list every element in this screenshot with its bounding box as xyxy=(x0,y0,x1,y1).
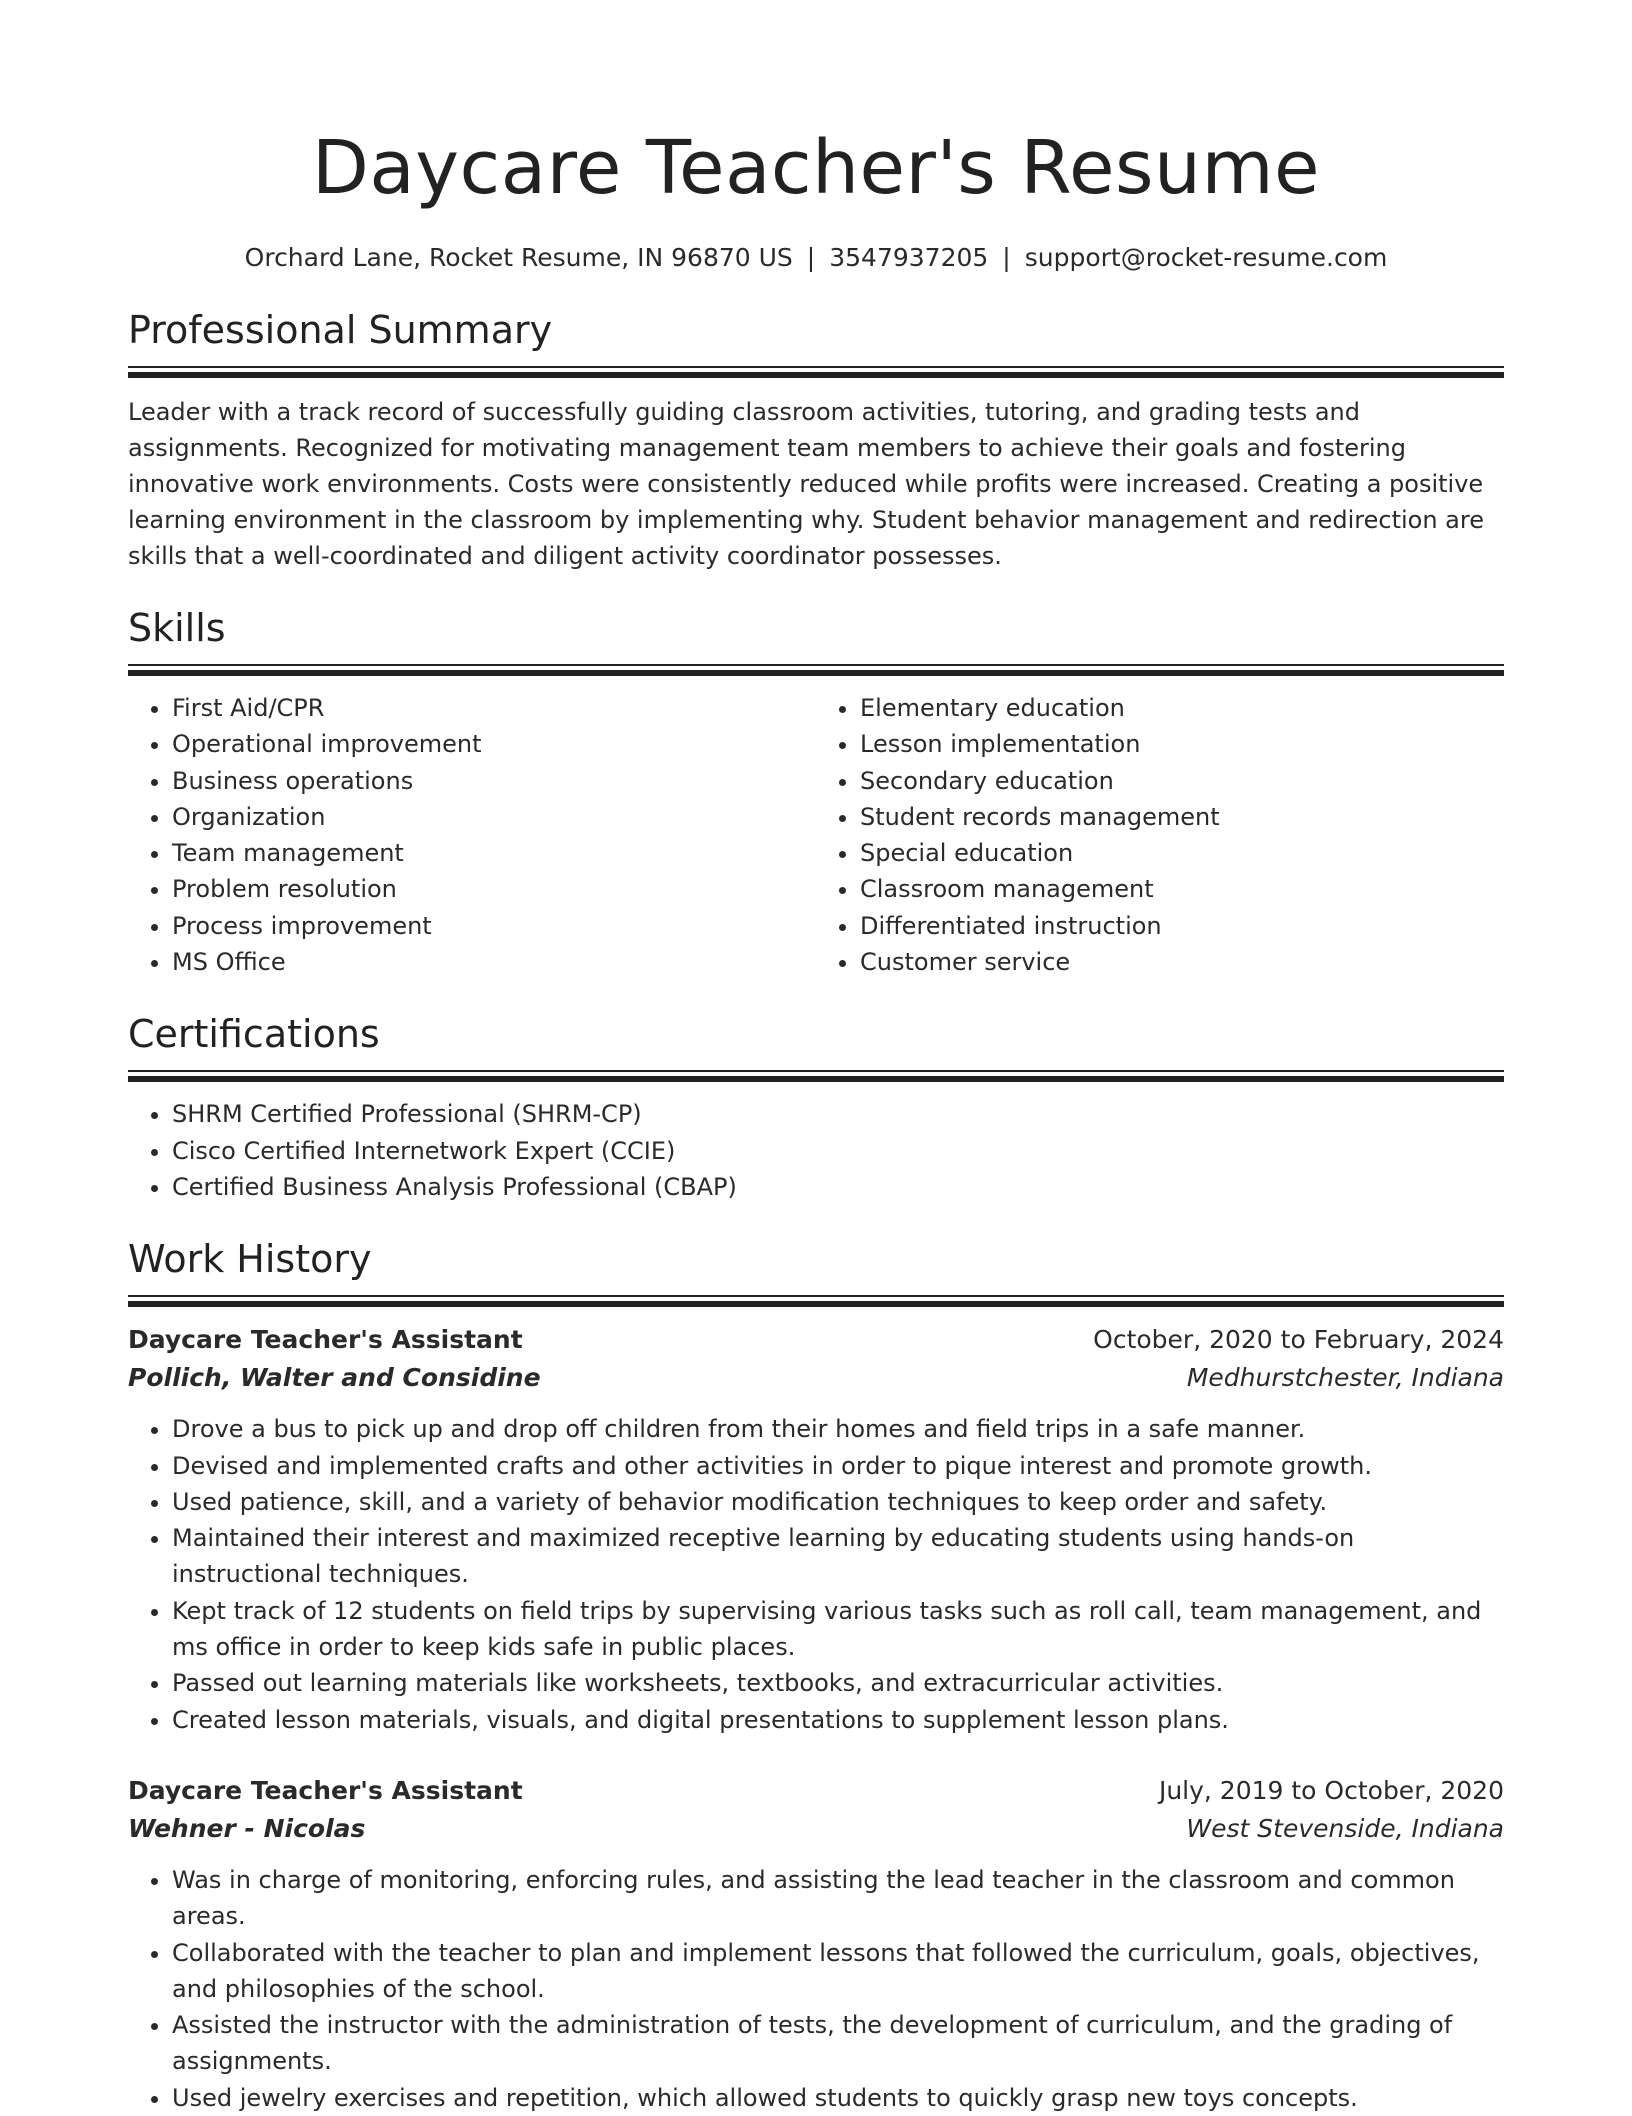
skill-item: • Classroom management xyxy=(860,871,1504,907)
skill-item: • Student records management xyxy=(860,799,1504,835)
skill-item: • Special education xyxy=(860,835,1504,871)
skill-item: • MS Office xyxy=(172,944,816,980)
skill-item: • Problem resolution xyxy=(172,871,816,907)
skill-item: • Team management xyxy=(172,835,816,871)
certifications-section xyxy=(128,1008,1504,1205)
certifications-list xyxy=(128,1096,1504,1205)
job-subheader xyxy=(128,1810,1504,1848)
skills-section xyxy=(128,602,1504,980)
section-divider xyxy=(128,1295,1504,1307)
contact-phone: 3547937205 xyxy=(829,243,989,272)
contact-separator: | xyxy=(806,243,816,272)
work-history-section xyxy=(128,1233,1504,2116)
contact-line xyxy=(128,240,1504,276)
job-location: West Stevenside, Indiana xyxy=(1186,1813,1504,1843)
certification-item: • Cisco Certified Internetwork Expert (CCIE) xyxy=(172,1133,1504,1169)
job-duty: • Passed out learning materials like worksheets, textbooks, and extracurricular activities. xyxy=(172,1665,1504,1701)
job-location: Medhurstchester, Indiana xyxy=(1186,1363,1504,1393)
skill-item: • Secondary education xyxy=(860,763,1504,799)
job-entry xyxy=(128,1321,1504,1738)
resume-page xyxy=(128,0,1504,2116)
section-title: Work History xyxy=(128,1237,372,1282)
job-dates: October, 2020 to February, 2024 xyxy=(1093,1325,1504,1355)
skill-item: • First Aid/CPR xyxy=(172,690,816,726)
section-title: Professional Summary xyxy=(128,308,553,352)
job-company: Pollich, Walter and Considine xyxy=(128,1363,541,1393)
job-duty: • Used patience, skill, and a variety of behavior modification techniques to keep order and safety. xyxy=(172,1484,1504,1520)
job-entry xyxy=(128,1772,1504,2116)
job-duty: • Assisted the instructor with the administration of tests, the development of curriculum, and the grading of assignments. xyxy=(172,2007,1504,2080)
job-duties-list xyxy=(128,1411,1504,1738)
skill-item: • Business operations xyxy=(172,763,816,799)
skills-list-left xyxy=(128,690,816,980)
job-duty: • Devised and implemented crafts and other activities in order to pique interest and promote growth. xyxy=(172,1448,1504,1484)
resume-title: Daycare Teacher's Resume xyxy=(311,125,1321,211)
skills-list-right xyxy=(816,690,1504,980)
certification-item: • SHRM Certified Professional (SHRM-CP) xyxy=(172,1096,1504,1132)
job-duty: • Maintained their interest and maximized receptive learning by educating students using hands-on instructional techniques. xyxy=(172,1520,1504,1593)
section-divider xyxy=(128,366,1504,378)
contact-email: support@rocket-resume.com xyxy=(1024,243,1388,272)
section-divider xyxy=(128,664,1504,676)
skill-item: • Organization xyxy=(172,799,816,835)
job-header xyxy=(128,1321,1504,1359)
skill-item: • Differentiated instruction xyxy=(860,908,1504,944)
skill-item: • Operational improvement xyxy=(172,726,816,762)
job-duty: • Was in charge of monitoring, enforcing rules, and assisting the lead teacher in the classroom and common areas. xyxy=(172,1862,1504,1935)
job-dates: July, 2019 to October, 2020 xyxy=(1158,1775,1504,1805)
section-title: Skills xyxy=(128,606,226,650)
summary-text: Leader with a track record of successfully guiding classroom activities, tutoring, and grading tests and assignments. Recognized for motivating management team members to achieve their goals and fostering innovative work environments. Costs were consistently reduced while profits were increased. Creating a positive learning environment in the classroom by implementing why. Student behavior management and redirection are skills that a well-coordinated and diligent activity coordinator possesses. xyxy=(128,398,1484,570)
skills-columns xyxy=(128,676,1504,980)
job-duty: • Drove a bus to pick up and drop off children from their homes and field trips in a safe manner. xyxy=(172,1411,1504,1447)
skill-item: • Process improvement xyxy=(172,908,816,944)
skill-item: • Lesson implementation xyxy=(860,726,1504,762)
job-title: Daycare Teacher's Assistant xyxy=(128,1775,523,1805)
job-company: Wehner - Nicolas xyxy=(128,1813,366,1843)
job-duty: • Collaborated with the teacher to plan and implement lessons that followed the curriculum, goals, objectives, and philosophies of the school. xyxy=(172,1935,1504,2008)
certification-item: • Certified Business Analysis Professional (CBAP) xyxy=(172,1169,1504,1205)
job-header xyxy=(128,1772,1504,1810)
job-title: Daycare Teacher's Assistant xyxy=(128,1325,523,1355)
section-title: Certifications xyxy=(128,1012,380,1057)
job-duty: • Used jewelry exercises and repetition, which allowed students to quickly grasp new toys concepts. xyxy=(172,2080,1504,2116)
skill-item: • Customer service xyxy=(860,944,1504,980)
job-subheader xyxy=(128,1359,1504,1397)
section-divider xyxy=(128,1070,1504,1082)
contact-separator: | xyxy=(1002,243,1011,272)
job-duties-list xyxy=(128,1862,1504,2116)
summary-section xyxy=(128,304,1504,574)
skill-item: • Elementary education xyxy=(860,690,1504,726)
contact-address: Orchard Lane, Rocket Resume, IN 96870 US xyxy=(244,243,793,272)
job-duty: • Created lesson materials, visuals, and digital presentations to supplement lesson plans. xyxy=(172,1702,1504,1738)
job-duty: • Kept track of 12 students on field trips by supervising various tasks such as roll call, team management, and ms office in order to keep kids safe in public places. xyxy=(172,1593,1504,1666)
